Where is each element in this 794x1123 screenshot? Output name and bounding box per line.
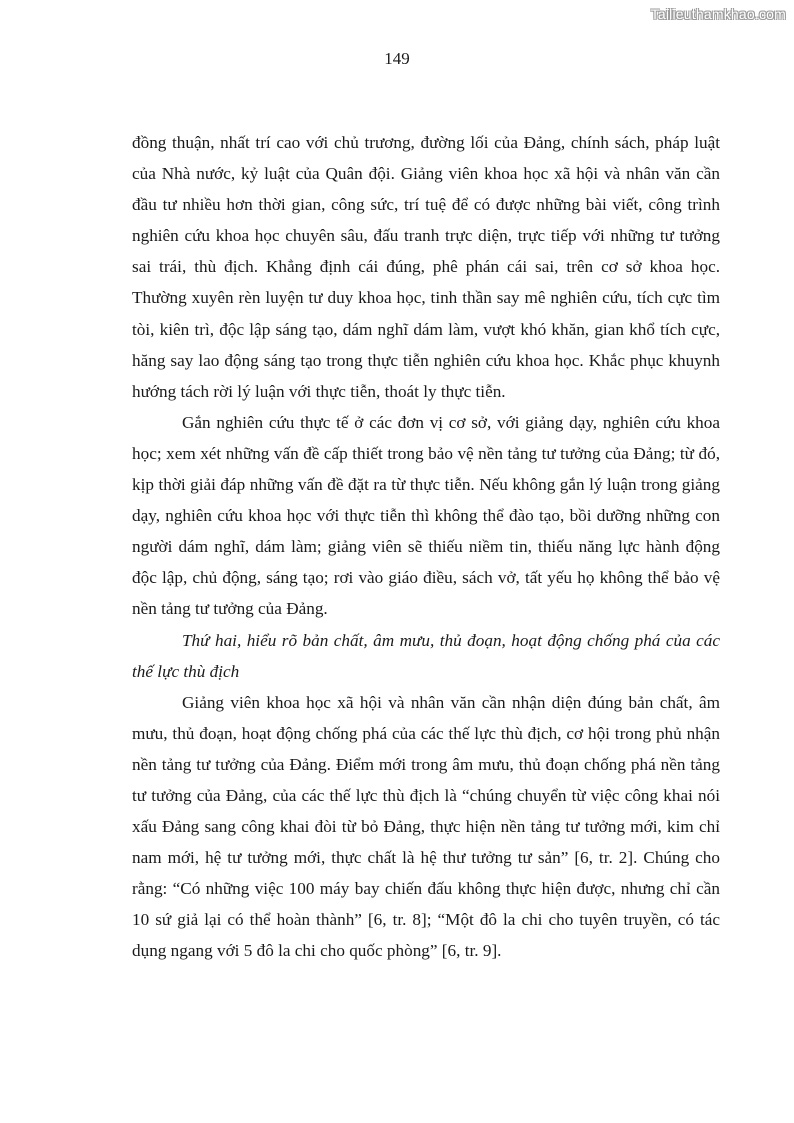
paragraph-hostile-forces: Giảng viên khoa học xã hội và nhân văn cần nhận diện đúng bản chất, âm mưu, thủ đoạn, hoạt động chống phá của các thế lực thù địch, cơ hội trong phủ nhận nền tảng tư tưởng của Đảng. Điểm mới trong âm mưu, thủ đoạn chống phá nền tảng tư tưởng của Đảng, của các thế lực thù địch là “chúng chuyển từ việc công khai nói xấu Đảng sang công khai đòi từ bỏ Đảng, thực hiện nền tảng tư tưởng mới, kim chỉ nam mới, hệ tư tưởng mới, thực chất là hệ thư tưởng tư sản” [6, tr. 2]. Chúng cho rằng: “Có những việc 100 máy bay chiến đấu không thực hiện được, nhưng chỉ cần 10 sứ giả lại có thể hoàn thành” [6, tr. 8]; “Một đô la chi cho tuyên truyền, có tác dụng ngang với 5 đô la chi cho quốc phòng” [6, tr. 9]. bbox=[132, 692, 720, 961]
page-body bbox=[132, 127, 720, 967]
paragraph-continuation: đồng thuận, nhất trí cao với chủ trương, đường lối của Đảng, chính sách, pháp luật của Nhà nước, kỷ luật của Quân đội. Giảng viên khoa học xã hội và nhân văn cần đầu tư nhiều hơn thời gian, công sức, trí tuệ để có được những bài viết, công trình nghiên cứu khoa học chuyên sâu, đấu tranh trực diện, trực tiếp với những tư tưởng sai trái, thù địch. Khẳng định cái đúng, phê phán cái sai, trên cơ sở khoa học. Thường xuyên rèn luyện tư duy khoa học, tinh thần say mê nghiên cứu, tích cực tìm tòi, kiên trì, độc lập sáng tạo, dám nghĩ dám làm, vượt khó khăn, gian khổ tích cực, hăng say lao động sáng tạo trong thực tiễn nghiên cứu khoa học. Khắc phục khuynh hướng tách rời lý luận với thực tiễn, thoát ly thực tiễn. bbox=[132, 133, 720, 401]
paragraph-research-practice: Gắn nghiên cứu thực tế ở các đơn vị cơ sở, với giảng dạy, nghiên cứu khoa học; xem xét những vấn đề cấp thiết trong bảo vệ nền tảng tư tưởng của Đảng; từ đó, kịp thời giải đáp những vấn đề đặt ra từ thực tiễn. Nếu không gắn lý luận trong giảng dạy, nghiên cứu khoa học với thực tiễn thì không thể đào tạo, bồi dưỡng những con người dám nghĩ, dám làm; giảng viên sẽ thiếu niềm tin, thiếu năng lực hành động độc lập, chủ động, sáng tạo; rơi vào giáo điều, sách vở, tất yếu họ không thể bảo vệ nền tảng tư tưởng của Đảng. bbox=[132, 412, 720, 619]
watermark: Tailieuthamkhao.com bbox=[650, 6, 786, 22]
section-heading-second: Thứ hai, hiểu rõ bản chất, âm mưu, thủ đoạn, hoạt động chống phá của các thế lực thù địch bbox=[132, 630, 720, 681]
page-number: 149 bbox=[384, 49, 410, 68]
